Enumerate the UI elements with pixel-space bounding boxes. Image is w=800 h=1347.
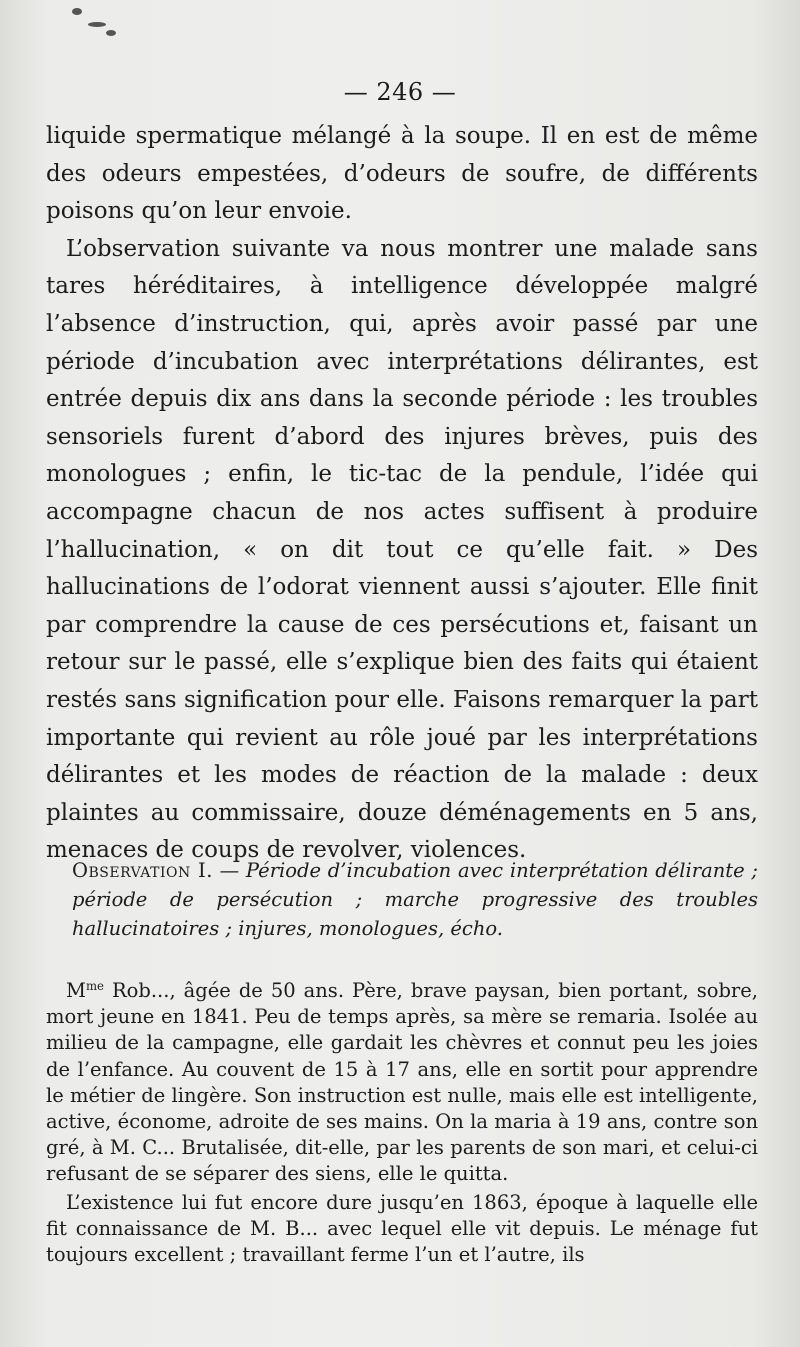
case-paragraph-1-text: Rob..., âgée de 50 ans. Père, brave paysan, bien portant, sobre, mort jeune en 1841. Peu de temps après, sa mère se remaria. Isolée au milieu de la campagne, elle gardait les chèvres et connut peu les joies de l’enfance. Au couvent de 15 à 17 ans, elle en sortit pour apprendre le métier de lingère. Son instruction est nulle, mais elle est intelligente, active, économe, adroite de ses mains. On la maria à 19 ans, contre son gré, à M. C... Brutalisée, dit-elle, par les parents de son mari, et celui-ci refusant de se séparer des siens, elle le quitta. xyxy=(46,979,758,1186)
observation-dash: — xyxy=(212,859,246,882)
page-number: — 246 — xyxy=(343,78,457,106)
observation-heading xyxy=(46,856,758,943)
ink-speck xyxy=(88,22,106,27)
case-paragraph-2: L’existence lui fut encore dure jusqu’en 1863, époque à laquelle elle fit connaissance de M. B... avec lequel elle vit depuis. Le ménage fut toujours excellent ; travaillant ferme l’un et l’autre, ils xyxy=(46,1190,758,1267)
paragraph-observation-intro: L’observation suivante va nous montrer une malade sans tares héréditaires, à intelligence développée malgré l’absence d’instruction, qui, après avoir passé par une période d’incubation avec interprétations délirantes, est entrée depuis dix ans dans la seconde période : les troubles sensoriels furent d’abord des injures brèves, puis des monologues ; enfin, le tic-tac de la pendule, l’idée qui accompagne chacun de nos actes suffisent à produire l’hallucination, « on dit tout ce qu’elle fait. » Des hallucinations de l’odorat viennent aussi s’ajouter. Elle finit par comprendre la cause de ces persécutions et, faisant un retour sur le passé, elle s’explique bien des faits qui étaient restés sans signification pour elle. Faisons remarquer la part importante qui revient au rôle joué par les interprétations délirantes et les modes de réaction de la malade : deux plaintes au commissaire, douze déménagements en 5 ans, menaces de coups de revolver, violences. xyxy=(46,235,758,864)
case-history xyxy=(46,978,758,1268)
title-abbrev: M xyxy=(66,979,86,1002)
paragraph-continuation: liquide spermatique mélangé à la soupe. Il en est de même des odeurs empestées, d’odeurs de soufre, de différents poisons qu’on leur envoie. xyxy=(46,123,758,225)
title-superscript: me xyxy=(85,978,104,993)
observation-label: Observation I. xyxy=(72,859,213,882)
ink-speck xyxy=(106,30,116,36)
observation-title: Période d’incubation avec interprétation délirante ; période de persécution ; marche progressive des troubles hallucinatoires ; injures, monologues, écho. xyxy=(72,859,758,940)
ink-speck xyxy=(72,8,82,15)
main-text xyxy=(46,118,758,870)
case-paragraph-1 xyxy=(46,978,758,1188)
